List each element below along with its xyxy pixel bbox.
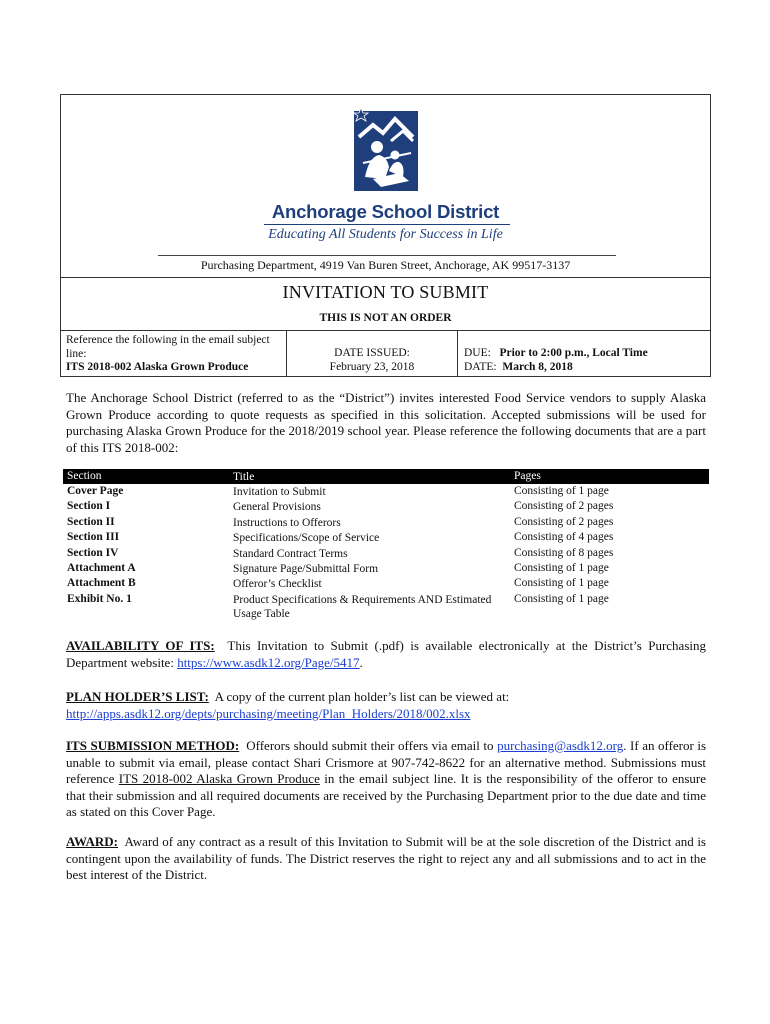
intro-paragraph: The Anchorage School District (referred to as the “District”) invites interested Food Service vendors to supply Alaska Grown Produce according to quote requests as specified in this solicitation. Accepted submissions will be used for purchasing Alaska Grown Produce for the 2018/2019 school year. Please reference the following documents that are a part of this ITS 2018-002:	[66, 390, 706, 455]
pages-cell: Consisting of 2 pages	[514, 500, 614, 513]
title-cell: General Provisions	[233, 501, 321, 514]
submission-text: in the email subject line. It is the responsibility of the offeror to ensure that their submission and all required documents are received by the Purchasing Department prior to the due date and time as stated on this Cover Page.	[66, 771, 707, 819]
table-row	[63, 546, 709, 561]
title-cell: Invitation to Submit	[233, 486, 326, 498]
due-date-label: DATE:	[464, 360, 497, 373]
availability-paragraph	[66, 638, 706, 671]
district-website-link[interactable]: https://www.asdk12.org/Page/5417	[177, 654, 360, 670]
section-cell: Section II	[67, 515, 115, 528]
reference-line: line:	[66, 347, 87, 360]
pages-cell: Consisting of 8 pages	[514, 546, 614, 559]
due-value: Prior to 2:00 p.m., Local Time	[499, 347, 648, 359]
title-cell: Specifications/Scope of Service	[233, 532, 380, 545]
purchasing-email-link[interactable]: purchasing@asdk12.org	[497, 738, 624, 753]
org-name: Anchorage School District	[271, 201, 500, 222]
submission-paragraph	[66, 738, 706, 821]
section-cell: Exhibit No. 1	[67, 592, 132, 605]
reference-value: ITS 2018-002 Alaska Grown Produce	[66, 361, 249, 373]
table-row	[63, 592, 709, 621]
due-cell	[464, 347, 710, 374]
table-row	[63, 484, 709, 499]
title-cell: Instructions to Offerors	[233, 516, 341, 529]
reference-line: Reference the following in the email subject	[66, 334, 270, 346]
info-row-divider	[61, 330, 710, 331]
award-paragraph	[66, 834, 706, 884]
title-cell: Signature Page/Submittal Form	[233, 562, 379, 575]
section-cell: Attachment B	[67, 577, 136, 590]
header-divider	[61, 277, 710, 278]
district-logo-icon	[351, 107, 421, 193]
org-name-rule	[264, 224, 510, 225]
page-subtitle: THIS IS NOT AN ORDER	[319, 312, 452, 324]
availability-tail: .	[359, 654, 363, 670]
date-issued-label: DATE ISSUED:	[334, 347, 410, 359]
logo-area	[61, 95, 710, 275]
table-row	[63, 499, 709, 514]
org-tagline: Educating All Students for Success in Life	[268, 227, 503, 242]
pages-cell: Consisting of 1 page	[514, 561, 609, 574]
table-row	[63, 576, 709, 591]
cover-header-box	[60, 94, 711, 377]
pages-cell: Consisting of 1 page	[514, 592, 609, 605]
table-row	[63, 530, 709, 545]
award-text: Award of any contract as a result of this Invitation to Submit will be at the sole discretion of the District and is contingent upon the availability of funds. The District reserves the right to reject any and all submissions and to act in the best interest of the District.	[66, 834, 706, 882]
submission-reference: ITS 2018-002 Alaska Grown Produce	[118, 771, 320, 786]
submission-label: ITS SUBMISSION METHOD:	[66, 738, 240, 753]
pages-cell: Consisting of 1 page	[514, 485, 609, 497]
page-title: INVITATION TO SUBMIT	[282, 282, 489, 302]
pages-cell: Consisting of 1 page	[514, 577, 609, 590]
pages-cell: Consisting of 2 pages	[514, 515, 614, 528]
plan-holders-label: PLAN HOLDER’S LIST:	[66, 689, 209, 704]
plan-holders-link[interactable]: http://apps.asdk12.org/depts/purchasing/meeting/Plan_Holders/2018/002.xlsx	[66, 705, 471, 721]
table-row	[63, 515, 709, 530]
title-cell: Standard Contract Terms	[233, 547, 348, 560]
date-issued-value: February 23, 2018	[329, 360, 415, 373]
plan-holders-paragraph	[66, 689, 706, 722]
section-cell: Section IV	[67, 546, 119, 559]
sections-table	[63, 469, 709, 621]
section-cell: Section III	[67, 531, 120, 544]
table-row	[63, 561, 709, 576]
address-rule	[158, 255, 616, 256]
submission-text: . If an offeror is unable to submit via email, please contact Shari Crismore at 907-742-8622 for an alternative method. Submissions must reference	[66, 738, 707, 786]
availability-text: This Invitation to Submit (.pdf) is available electronically at the District’s Purchasing Department website:	[66, 638, 706, 670]
section-cell: Cover Page	[67, 485, 124, 497]
table-header-cell: Pages	[514, 470, 541, 482]
pages-cell: Consisting of 4 pages	[514, 531, 614, 544]
department-address: Purchasing Department, 4919 Van Buren Street, Anchorage, AK 99517-3137	[200, 258, 571, 272]
table-header-row	[63, 469, 709, 484]
section-cell: Attachment A	[67, 561, 136, 574]
date-issued-cell	[287, 347, 457, 374]
reference-cell	[66, 334, 284, 375]
award-label: AWARD:	[66, 834, 118, 849]
submission-text: Offerors should submit their offers via email to	[246, 738, 494, 753]
info-column-divider	[457, 330, 458, 376]
table-header-cell: Section	[67, 470, 102, 482]
availability-label: AVAILABILITY OF ITS:	[66, 638, 215, 653]
table-header-cell: Title	[233, 471, 255, 483]
section-cell: Section I	[67, 500, 111, 513]
due-date-value: March 8, 2018	[502, 360, 573, 373]
plan-holders-text: A copy of the current plan holder’s list can be viewed at:	[214, 689, 510, 704]
title-cell: Offeror’s Checklist	[233, 578, 322, 591]
title-cell: Product Specifications & Requirements AND Estimated Usage Table	[233, 593, 492, 621]
due-label: DUE:	[464, 347, 491, 359]
